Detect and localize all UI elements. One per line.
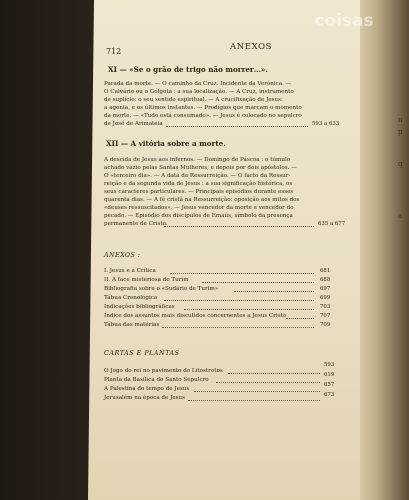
section-xi-line: da morte. — «Tudo está consumado». — Jesus é colocado no sepulcro — [104, 113, 302, 119]
annex-item-page: 697 — [320, 286, 331, 292]
section-xi-line: Parada da morte. — O caminho da Cruz. Incidente da Verónica. — — [104, 81, 292, 87]
plate-item-page: 619 — [324, 372, 335, 378]
section-xi-line: a agonia, e os últimos instantes. — Prodígios que marcam o momento — [104, 105, 302, 111]
annex-item-page: 707 — [320, 313, 331, 319]
section-xii-line: «deuses ressuscitados». — Jesus vencedor da morte e vencedor do — [104, 205, 294, 211]
annex-item: Índice dos assuntos mais discutidos concernentes a Jesus Cristo — [104, 313, 287, 319]
leader-dots — [216, 382, 320, 383]
plate-item: O Jogo do rei no pavimento do Litostrotos — [104, 368, 223, 374]
right-page-glyph: q — [398, 160, 403, 168]
leader-dots — [228, 373, 320, 374]
section-xi-line: de suplício: o seu sentido espiritual. — A crucifixação de Jesus: — [104, 97, 283, 103]
leader-dots — [286, 318, 314, 319]
annex-item: I. Jesus e a Crítica — [104, 268, 156, 274]
leader-dots — [202, 282, 314, 283]
annex-item-page: 709 — [320, 322, 331, 328]
watermark-logo: coisas — [314, 11, 374, 31]
section-xi-pages: 593 a 633 — [312, 121, 340, 127]
leader-dots — [170, 273, 314, 274]
section-xii-line: A descida de Jesus aos infernos. — Domingo de Páscoa : o túmulo — [104, 157, 291, 163]
section-xii-title: XII — A vitória sobre a morte. — [106, 139, 226, 148]
leader-dots — [184, 309, 314, 310]
leader-dots — [164, 226, 314, 227]
section-xii-line: O «terceiro dia». — A data da Ressurreição. — O facto da Ressur- — [104, 173, 291, 179]
annex-item: Indicações bibliográficas — [104, 304, 175, 310]
leader-dots — [164, 300, 314, 301]
annex-item-page: 688 — [320, 277, 331, 283]
section-xi-line: de José de Arimateia — [104, 121, 163, 127]
leader-dots — [194, 391, 320, 392]
annex-item: Tábua das matérias — [104, 322, 160, 328]
page-number: 712 — [106, 47, 122, 56]
section-xii-line: seus caracteres particulares. — Principais episódios durante esses — [104, 189, 294, 195]
plate-item-page: 673 — [324, 392, 335, 398]
plate-item-page: 593 — [324, 362, 335, 368]
annex-item-page: 681 — [320, 268, 331, 274]
section-xii-line: permanente de Cristo. — [104, 221, 168, 227]
page-content — [98, 0, 354, 500]
plate-item: A Palestina do tempo de Jesus — [104, 386, 190, 392]
section-xii-line: reição e da segunda vida de Jesus : a sua significação histórica, os — [104, 181, 293, 187]
plates-heading: CARTAS E PLANTAS — [104, 349, 180, 357]
adjacent-page — [358, 0, 409, 500]
right-page-glyph: n — [398, 116, 403, 124]
section-xii-line: achado vazio pelas Santas Mulheres, e depois por dois apóstolos. — — [104, 165, 297, 171]
section-xii-pages: 635 a 677 — [318, 221, 346, 227]
annex-item: II. A face misteriosa de Turim — [104, 277, 189, 283]
plate-item: Planta da Basílica do Santo Sepulcro — [104, 377, 209, 383]
section-xii-line: pecado. — Episódio dos discípulos de Emaús, símbolo da presença — [104, 213, 293, 219]
section-xi-title: XI — «Se o grão de trigo não morrer…». — [108, 65, 268, 74]
right-page-glyph: p — [398, 128, 403, 136]
leader-dots — [188, 400, 320, 401]
right-page-glyph: a — [398, 212, 403, 220]
annexes-heading: ANEXOS : — [104, 251, 141, 259]
plate-item: Jerusalém na época de Jesus — [104, 395, 186, 401]
plate-item-page: 657 — [324, 382, 335, 388]
leader-dots — [166, 126, 308, 127]
annex-item: Bibliografia sobre o «Sudário de Turim» — [104, 286, 219, 292]
leader-dots — [162, 327, 314, 328]
leader-dots — [234, 291, 314, 292]
section-xi-line: O Calvário ou o Gólgota : a sua localização. — A Cruz, instrumento — [104, 89, 294, 95]
annex-item: Tábua Cronológica — [104, 295, 158, 301]
annex-item-page: 703 — [320, 304, 331, 310]
section-xii-line: quarenta dias. — A fé cristã na Ressurreição: oposição aos mitos dos — [104, 197, 300, 203]
running-title: ANEXOS — [230, 42, 273, 52]
annex-item-page: 699 — [320, 295, 331, 301]
